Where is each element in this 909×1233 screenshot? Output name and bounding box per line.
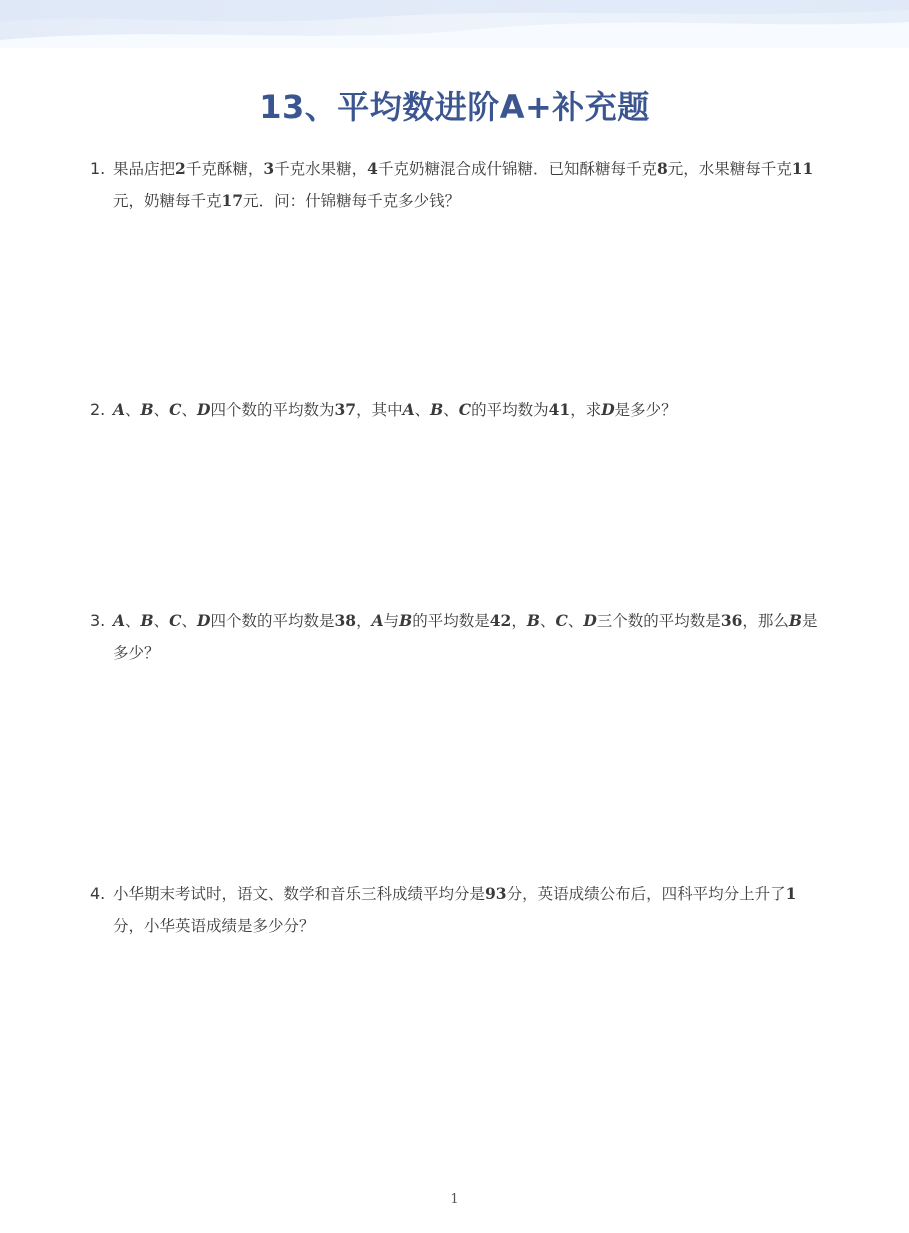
math-number: 37 — [334, 400, 357, 419]
header-wave-decoration — [0, 0, 909, 48]
problem-text-run: 、 — [443, 401, 459, 419]
math-variable: D — [197, 400, 211, 419]
math-variable: B — [399, 611, 413, 630]
problem-text-run: ，那么 — [742, 612, 789, 630]
math-number: 11 — [791, 159, 814, 178]
math-variable: A — [113, 400, 126, 419]
problem-text — [113, 878, 820, 942]
math-number: 17 — [221, 191, 244, 210]
problem-number: 1. — [90, 159, 106, 178]
math-number: 38 — [334, 611, 357, 630]
problem-number: 3. — [90, 611, 106, 630]
problem-item — [90, 153, 820, 217]
problem-text — [113, 394, 820, 426]
problem-text-run: 、 — [153, 401, 170, 419]
problem-text-run: 是多少？ — [614, 401, 677, 419]
problem-text-run: 元．问：什锦糖每千克多少钱？ — [243, 192, 461, 210]
problem-text-run: 元，奶糖每千克 — [113, 192, 222, 210]
problem-text-run: 、 — [181, 401, 198, 419]
problem-text-run: 千克酥糖， — [185, 160, 264, 178]
problem-text-run: 果品店把 — [113, 160, 176, 178]
problem-text-run: 的平均数为 — [471, 401, 549, 419]
problem-text-run: 、 — [125, 612, 141, 630]
page-number: 1 — [450, 1192, 459, 1207]
math-number: 41 — [548, 400, 571, 419]
math-variable: B — [430, 400, 444, 419]
math-variable: C — [555, 611, 568, 630]
problem-text-run: ， — [511, 612, 527, 630]
math-variable: B — [140, 611, 154, 630]
math-variable: D — [583, 611, 597, 630]
problem-text-run: 的平均数是 — [412, 612, 490, 630]
problem-text-run: 、 — [125, 401, 141, 419]
problem-text-run: ， — [356, 612, 372, 630]
math-variable: C — [169, 400, 182, 419]
math-variable: A — [402, 400, 415, 419]
problem-number: 2. — [90, 400, 106, 419]
math-variable: C — [169, 611, 182, 630]
math-number: 42 — [489, 611, 512, 630]
math-variable: C — [458, 400, 472, 419]
problem-text — [113, 153, 820, 217]
problem-text-run: 四个数的平均数是 — [210, 612, 335, 630]
problem-item — [90, 394, 820, 426]
math-number: 1 — [785, 884, 797, 903]
problem-number: 4. — [90, 884, 106, 903]
problem-text-run: 小华期末考试时，语文、数学和音乐三科成绩平均分是 — [113, 885, 486, 903]
problem-text-run: 、 — [414, 401, 431, 419]
problem-text-run: 与 — [383, 612, 400, 630]
problem-text-run: 、 — [567, 612, 584, 630]
problem-text-run: 分，小华英语成绩是多少分？ — [113, 917, 315, 935]
math-variable: B — [526, 611, 540, 630]
math-variable: D — [197, 611, 211, 630]
math-variable: B — [140, 400, 154, 419]
math-number: 93 — [485, 884, 507, 903]
problem-text-run: ，其中 — [356, 401, 403, 419]
math-number: 4 — [367, 159, 378, 178]
problem-text — [113, 605, 820, 669]
math-number: 36 — [720, 611, 743, 630]
page-title: 13、平均数进阶A+补充题 — [259, 88, 650, 126]
math-number: 2 — [175, 159, 186, 178]
problem-text-run: 四个数的平均数为 — [210, 401, 335, 419]
problem-text-run: 、 — [181, 612, 198, 630]
math-variable: D — [601, 400, 615, 419]
problem-item — [90, 605, 820, 669]
math-number: 3 — [263, 159, 275, 178]
math-variable: A — [371, 611, 384, 630]
problem-text-run: 千克水果糖， — [274, 160, 368, 178]
problem-text-run: 、 — [153, 612, 170, 630]
problem-text-run: 分，英语成绩公布后，四科平均分上升了 — [506, 885, 786, 903]
problem-text-run: 三个数的平均数是 — [596, 612, 721, 630]
problem-text-run: 是多少？ — [113, 612, 818, 662]
math-variable: A — [113, 611, 126, 630]
problem-text-run: ，求 — [570, 401, 602, 419]
math-number: 8 — [656, 159, 668, 178]
problem-text-run: 元，水果糖每千克 — [667, 160, 792, 178]
problem-text-run: 、 — [539, 612, 556, 630]
math-variable: B — [788, 611, 803, 630]
problem-item — [90, 878, 820, 942]
problem-text-run: 千克奶糖混合成什锦糖．已知酥糖每千克 — [377, 160, 657, 178]
